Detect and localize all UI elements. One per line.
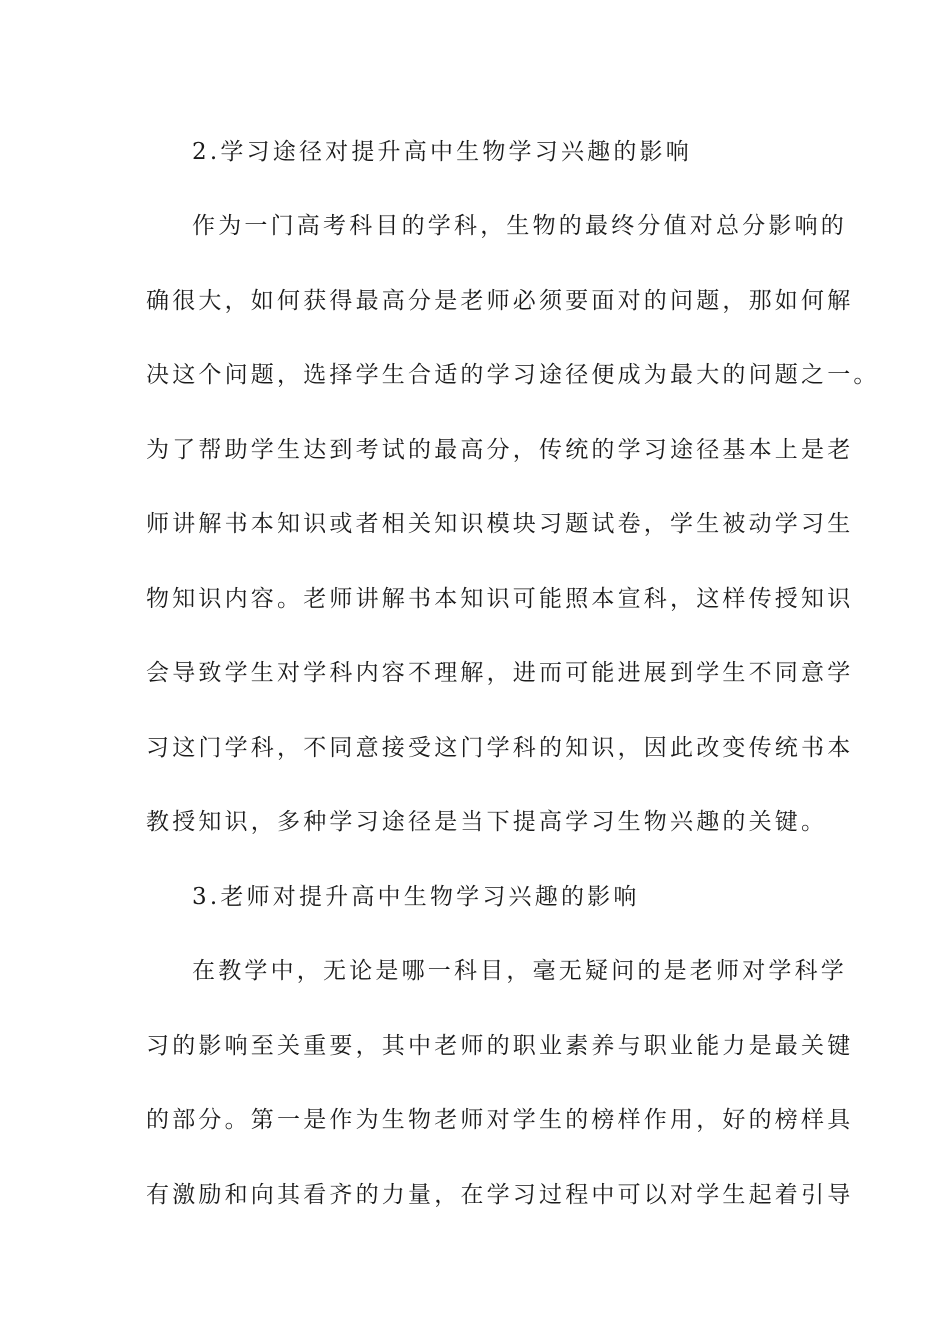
paragraph-line: 确很大，如何获得最高分是老师必须要面对的问题，那如何解 — [146, 288, 854, 314]
paragraph-line: 物知识内容。老师讲解书本知识可能照本宣科，这样传授知识 — [146, 586, 854, 612]
paragraph-line: 习的影响至关重要，其中老师的职业素养与职业能力是最关键 — [146, 1033, 854, 1059]
paragraph-line: 作为一门高考科目的学科，生物的最终分值对总分影响的 — [192, 213, 847, 239]
paragraph-line: 决这个问题，选择学生合适的学习途径便成为最大的问题之一。 — [146, 362, 880, 388]
paragraph-line: 习这门学科，不同意接受这门学科的知识，因此改变传统书本 — [146, 735, 854, 761]
paragraph-line: 的部分。第一是作为生物老师对学生的榜样作用，好的榜样具 — [146, 1107, 854, 1133]
paragraph-line: 在教学中，无论是哪一科目，毫无疑问的是老师对学科学 — [192, 958, 847, 984]
section-heading-2: 2.学习途径对提升高中生物学习兴趣的影响 — [192, 139, 692, 165]
paragraph-line: 为了帮助学生达到考试的最高分，传统的学习途径基本上是老 — [146, 437, 854, 463]
section-heading-3: 3.老师对提升高中生物学习兴趣的影响 — [192, 884, 640, 910]
paragraph-line: 师讲解书本知识或者相关知识模块习题试卷，学生被动学习生 — [146, 511, 854, 537]
paragraph-line: 教授知识，多种学习途径是当下提高学习生物兴趣的关键。 — [146, 809, 828, 835]
paragraph-line: 有激励和向其看齐的力量，在学习过程中可以对学生起着引导 — [146, 1182, 854, 1208]
paragraph-line: 会导致学生对学科内容不理解，进而可能进展到学生不同意学 — [146, 660, 854, 686]
